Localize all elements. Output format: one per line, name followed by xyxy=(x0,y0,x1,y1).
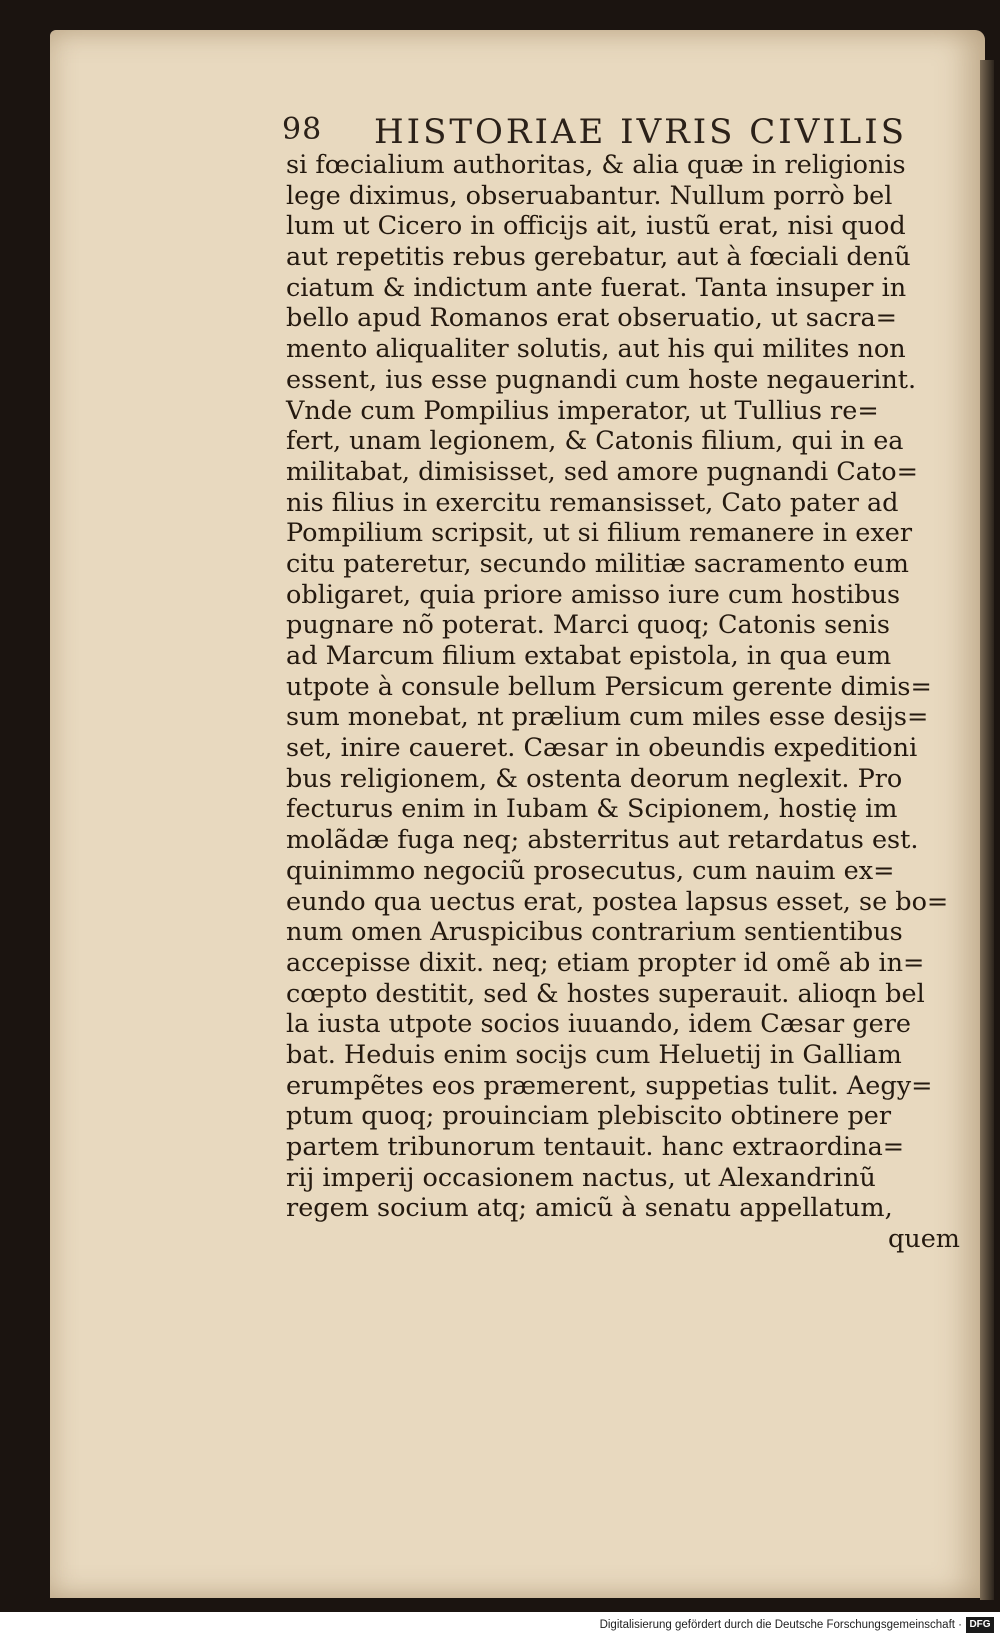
text-line: set, inire caueret. Cæsar in obeundis expeditioni xyxy=(286,733,918,764)
text-line: si fœcialium authoritas, & alia quæ in religionis xyxy=(286,150,906,180)
text-line: militabat, dimisisset, sed amore pugnandi Cato= xyxy=(286,456,918,487)
text-line: cœpto destitit, sed & hostes superauit. alioqn bel xyxy=(286,978,925,1009)
text-line: mento aliqualiter solutis, aut his qui milites non xyxy=(286,334,906,365)
text-line: lum ut Cicero in officijs ait, iustũ erat, nisi quod xyxy=(286,211,906,242)
text-line: lege diximus, obseruabantur. Nullum porrò bel xyxy=(286,180,893,211)
text-line: citu pateretur, secundo militiæ sacramento eum xyxy=(286,548,909,579)
text-line: bat. Heduis enim socijs cum Heluetij in Galliam xyxy=(286,1039,902,1070)
text-line: nis filius in exercitu remansisset, Cato pater ad xyxy=(286,487,899,518)
dfg-logo-icon: DFG xyxy=(966,1617,994,1633)
text-line: accepisse dixit. neq; etiam propter id omẽ ab in= xyxy=(286,947,925,978)
text-line: bus religionem, & ostenta deorum neglexit. Pro xyxy=(286,763,903,794)
text-line: utpote à consule bellum Persicum gerente dimis= xyxy=(286,671,932,702)
page-number: 98 xyxy=(282,112,323,147)
page-edge-shadow xyxy=(980,60,994,1600)
text-line: pugnare nõ poterat. Marci quoq; Catonis senis xyxy=(286,610,890,641)
text-line: rij imperij occasionem nactus, ut Alexandrinũ xyxy=(286,1162,876,1193)
text-line: molãdæ fuga neq; absterritus aut retardatus est. xyxy=(286,825,919,856)
text-line: Pompilium scripsit, ut si filium remanere in exer xyxy=(286,518,913,549)
text-line: ciatum & indictum ante fuerat. Tanta insuper in xyxy=(286,272,907,303)
text-line: ad Marcum filium extabat epistola, in qua eum xyxy=(286,641,892,671)
catchword: quem xyxy=(887,1224,960,1255)
body-text xyxy=(286,150,966,1255)
text-line: eundo qua uectus erat, postea lapsus esset, se bo= xyxy=(286,886,949,917)
text-line: erumpẽtes eos præmerent, suppetias tulit. Aegy= xyxy=(286,1070,933,1101)
text-line: partem tribunorum tentauit. hanc extraordina= xyxy=(286,1132,905,1162)
text-line: Vnde cum Pompilius imperator, ut Tullius re= xyxy=(286,395,879,426)
text-line: ptum quoq; prouinciam plebiscito obtinere per xyxy=(286,1101,892,1132)
funding-credit: Digitalisierung gefördert durch die Deutsche Forschungsgemeinschaft · xyxy=(599,1619,962,1631)
text-line: sum monebat, nt prælium cum miles esse desijs= xyxy=(286,702,929,733)
text-line: bello apud Romanos erat obseruatio, ut sacra= xyxy=(286,303,898,334)
running-title: HISTORIAE IVRIS CIVILIS xyxy=(374,112,907,152)
text-line: aut repetitis rebus gerebatur, aut à fœciali denũ xyxy=(286,242,911,273)
text-line: la iusta utpote socios iuuando, idem Cæsar gere xyxy=(286,1009,912,1040)
text-line: obligaret, quia priore amisso iure cum hostibus xyxy=(286,579,901,610)
text-line: fert, unam legionem, & Catonis filium, qui in ea xyxy=(286,426,904,457)
footer-bar xyxy=(0,1612,1000,1641)
text-line: quinimmo negociũ prosecutus, cum nauim ex= xyxy=(286,855,895,886)
text-line: essent, ius esse pugnandi cum hoste negauerint. xyxy=(286,364,917,395)
text-line: regem socium atq; amicũ à senatu appellatum, xyxy=(286,1193,893,1224)
text-line: fecturus enim in Iubam & Scipionem, hostię im xyxy=(286,794,898,825)
text-line: num omen Aruspicibus contrarium sentientibus xyxy=(286,917,903,948)
